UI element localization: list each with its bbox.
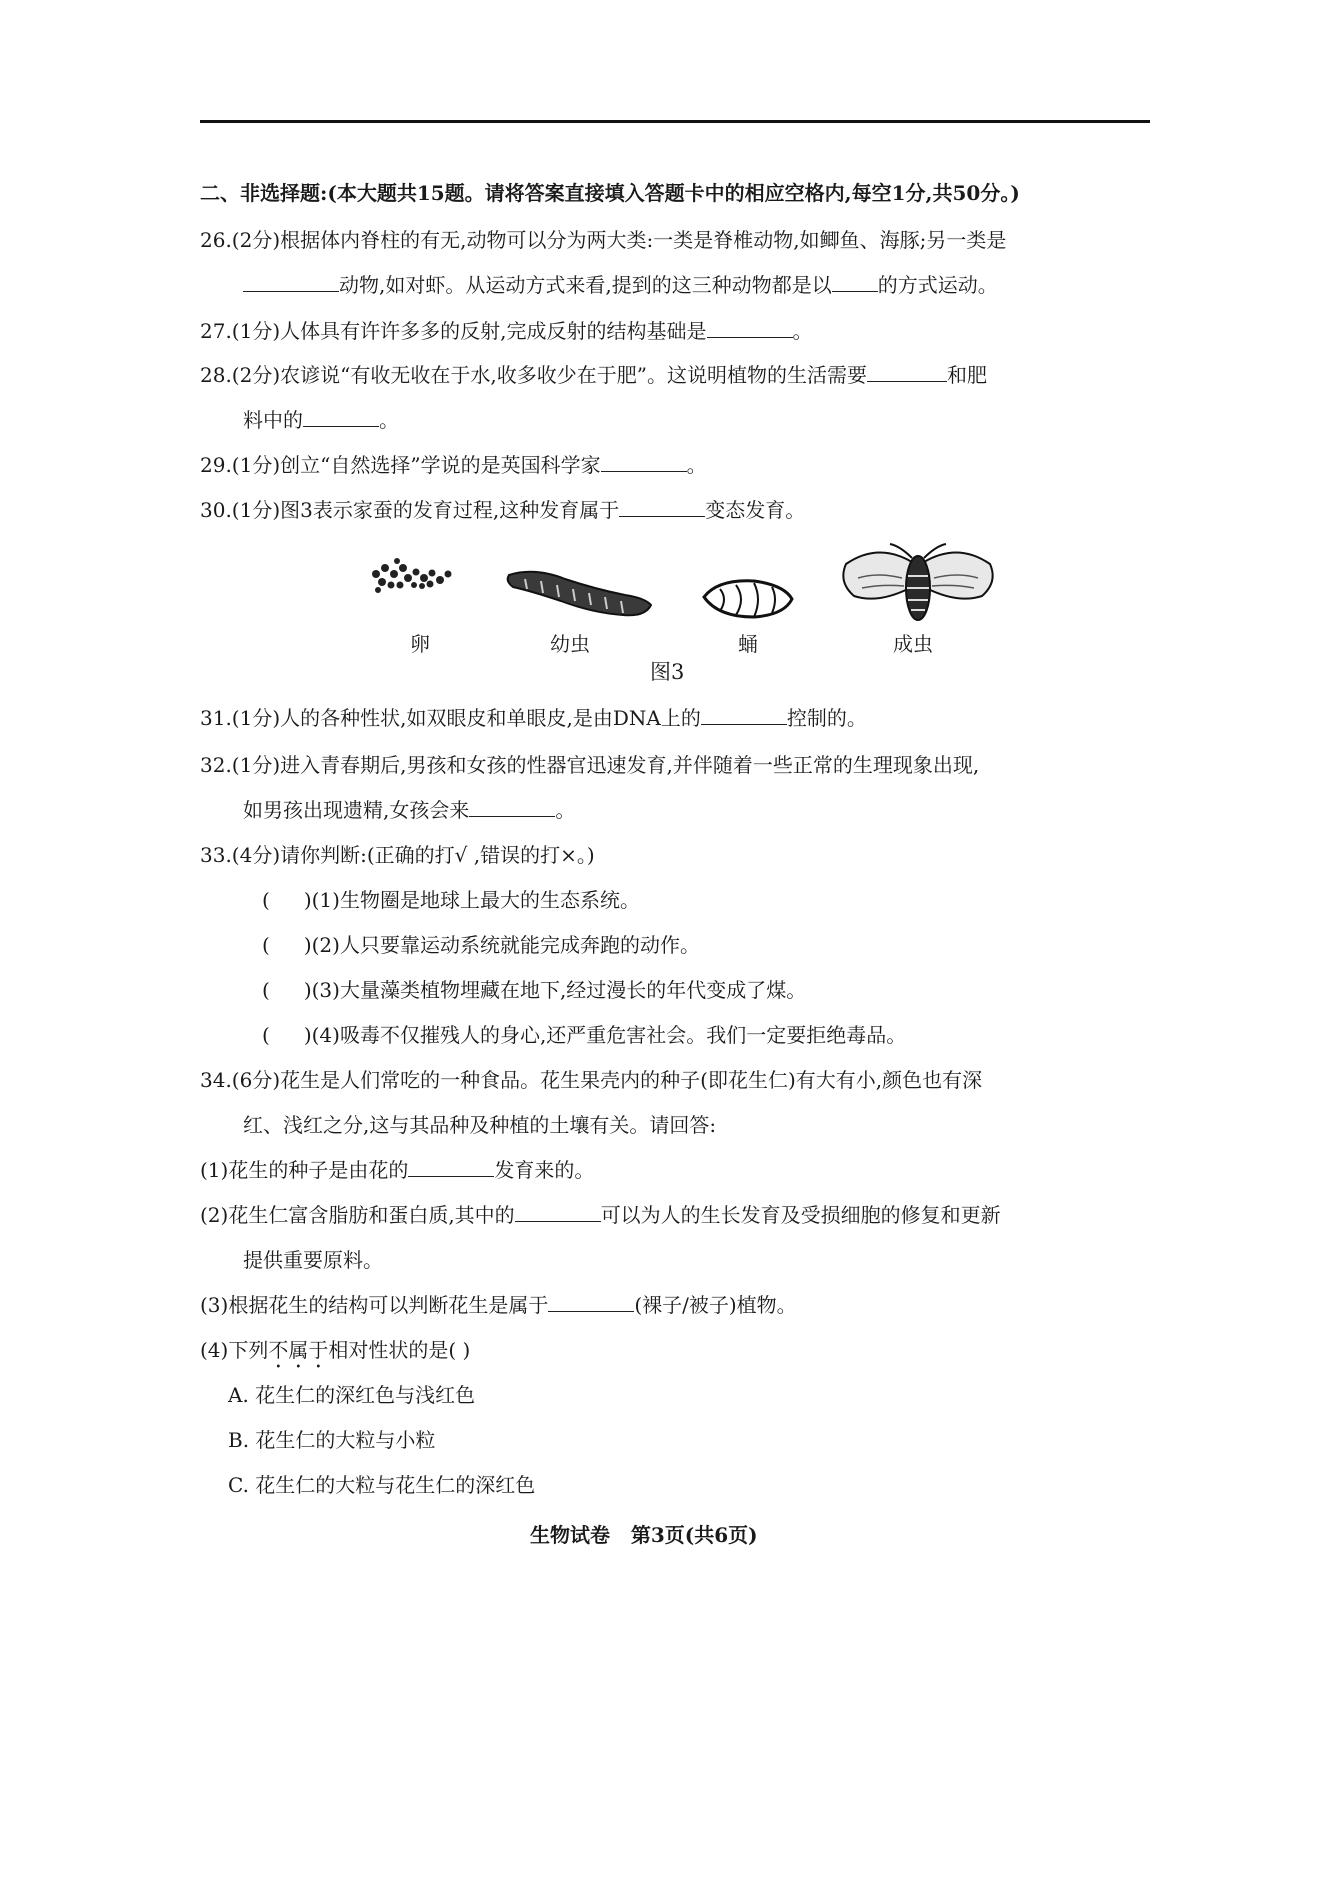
q27-text-a: 27.(1分)人体具有许许多多的反射,完成反射的结构基础是 xyxy=(200,319,707,343)
q33-item-text: (1)生物圈是地球上最大的生态系统。 xyxy=(311,888,640,912)
q34-line2: 红、浅红之分,这与其品种及种植的土壤有关。请回答: xyxy=(243,1113,717,1137)
q34-sub1 xyxy=(200,1157,594,1183)
larva-illustration xyxy=(505,565,655,635)
answer-blank[interactable] xyxy=(515,1203,601,1222)
q34-option-b[interactable]: B. 花生仁的大粒与小粒 xyxy=(228,1428,436,1452)
section-heading: 二、非选择题:(本大题共15题。请将答案直接填入答题卡中的相应空格内,每空1分,共50分。) xyxy=(200,181,1020,205)
q34-sub2-cont: 提供重要原料。 xyxy=(243,1248,383,1272)
q34-sub4-text-b: 相对性状的是( ) xyxy=(328,1338,471,1362)
q32-line2 xyxy=(243,797,575,823)
moth-illustration xyxy=(838,538,998,638)
q33-title: 33.(4分)请你判断:(正确的打√ ,错误的打×。) xyxy=(200,843,595,867)
answer-blank[interactable] xyxy=(243,273,339,292)
q34-line1: 34.(6分)花生是人们常吃的一种食品。花生果壳内的种子(即花生仁)有大有小,颜色也有深 xyxy=(200,1068,983,1092)
q30-text-a: 30.(1分)图3表示家蚕的发育过程,这种发育属于 xyxy=(200,498,620,522)
q30-text-b: 变态发育。 xyxy=(705,498,806,522)
figure-label-pupa: 蛹 xyxy=(738,632,758,656)
figure-label-egg: 卵 xyxy=(410,632,430,656)
q31-text-a: 31.(1分)人的各种性状,如双眼皮和单眼皮,是由DNA上的 xyxy=(200,706,701,730)
q34-sub2-text-b: 可以为人的生长发育及受损细胞的修复和更新 xyxy=(600,1203,1001,1227)
q27 xyxy=(200,318,813,344)
q26-text-b: 的方式运动。 xyxy=(877,273,998,297)
q26-line2 xyxy=(243,272,998,298)
q32-text-b: 。 xyxy=(555,798,576,822)
q28-line1 xyxy=(200,362,987,388)
answer-blank[interactable] xyxy=(548,1293,634,1312)
q33-item: ( )(4)吸毒不仅摧残人的身心,还严重危害社会。我们一定要拒绝毒品。 xyxy=(262,1023,907,1047)
q34-sub2 xyxy=(200,1202,1001,1228)
q34-sub1-text-a: (1)花生的种子是由花的 xyxy=(200,1158,409,1182)
q31-text-b: 控制的。 xyxy=(786,706,867,730)
q34-sub3 xyxy=(200,1292,797,1318)
answer-blank[interactable] xyxy=(408,1158,494,1177)
q34-sub4 xyxy=(200,1337,470,1373)
q28-line2 xyxy=(243,407,399,433)
q26-text-a: 动物,如对虾。从运动方式来看,提到的这三种动物都是以 xyxy=(339,273,832,297)
q27-text-b: 。 xyxy=(792,319,813,343)
q33-item-text: (4)吸毒不仅摧残人的身心,还严重危害社会。我们一定要拒绝毒品。 xyxy=(311,1023,907,1047)
answer-blank[interactable] xyxy=(707,319,793,338)
q33-item: ( )(1)生物圈是地球上最大的生态系统。 xyxy=(262,888,640,912)
pupa-illustration xyxy=(698,575,798,625)
q33-item-text: (2)人只要靠运动系统就能完成奔跑的动作。 xyxy=(311,933,700,957)
figure-label-adult: 成虫 xyxy=(893,632,933,656)
answer-blank[interactable] xyxy=(701,706,787,725)
q34-sub1-text-b: 发育来的。 xyxy=(494,1158,595,1182)
q28-text-d: 。 xyxy=(379,408,399,432)
emphasis-text: 不属于 xyxy=(268,1338,329,1362)
q34-sub3-text-b: (裸子/被子)植物。 xyxy=(634,1293,797,1317)
q32-line1: 32.(1分)进入青春期后,男孩和女孩的性器官迅速发育,并伴随着一些正常的生理现象出现, xyxy=(200,753,980,777)
q33-item: ( )(2)人只要靠运动系统就能完成奔跑的动作。 xyxy=(262,933,700,957)
q28-text-b: 和肥 xyxy=(946,363,987,387)
figure-caption: 图3 xyxy=(650,660,685,684)
q29 xyxy=(200,452,707,478)
q34-option-c[interactable]: C. 花生仁的大粒与花生仁的深红色 xyxy=(228,1473,536,1497)
answer-blank[interactable] xyxy=(469,798,555,817)
page-footer: 生物试卷 第3页(共6页) xyxy=(530,1523,758,1547)
q26-line1: 26.(2分)根据体内脊柱的有无,动物可以分为两大类:一类是脊椎动物,如鲫鱼、海豚;另一类是 xyxy=(200,228,1007,252)
top-rule xyxy=(200,120,1150,123)
q28-text-c: 料中的 xyxy=(243,408,303,432)
q29-text-a: 29.(1分)创立“自然选择”学说的是英国科学家 xyxy=(200,453,601,477)
q34-option-a[interactable]: A. 花生仁的深红色与浅红色 xyxy=(228,1383,476,1407)
q28-text-a: 28.(2分)农谚说“有收无收在于水,收多收少在于肥”。这说明植物的生活需要 xyxy=(200,363,867,387)
figure-label-larva: 幼虫 xyxy=(550,632,590,656)
q34-sub2-text-a: (2)花生仁富含脂肪和蛋白质,其中的 xyxy=(200,1203,515,1227)
q32-text-a: 如男孩出现遗精,女孩会来 xyxy=(243,798,470,822)
answer-blank[interactable] xyxy=(619,498,705,517)
q31 xyxy=(200,705,867,731)
q33-item: ( )(3)大量藻类植物埋藏在地下,经过漫长的年代变成了煤。 xyxy=(262,978,807,1002)
answer-blank[interactable] xyxy=(303,408,379,427)
q34-sub4-text-a: (4)下列 xyxy=(200,1338,269,1362)
q34-sub3-text-a: (3)根据花生的结构可以判断花生是属于 xyxy=(200,1293,549,1317)
q33-item-text: (3)大量藻类植物埋藏在地下,经过漫长的年代变成了煤。 xyxy=(311,978,807,1002)
q29-text-b: 。 xyxy=(686,453,707,477)
answer-blank[interactable] xyxy=(832,273,878,292)
answer-blank[interactable] xyxy=(867,363,947,382)
q30 xyxy=(200,497,805,523)
answer-blank[interactable] xyxy=(601,453,687,472)
